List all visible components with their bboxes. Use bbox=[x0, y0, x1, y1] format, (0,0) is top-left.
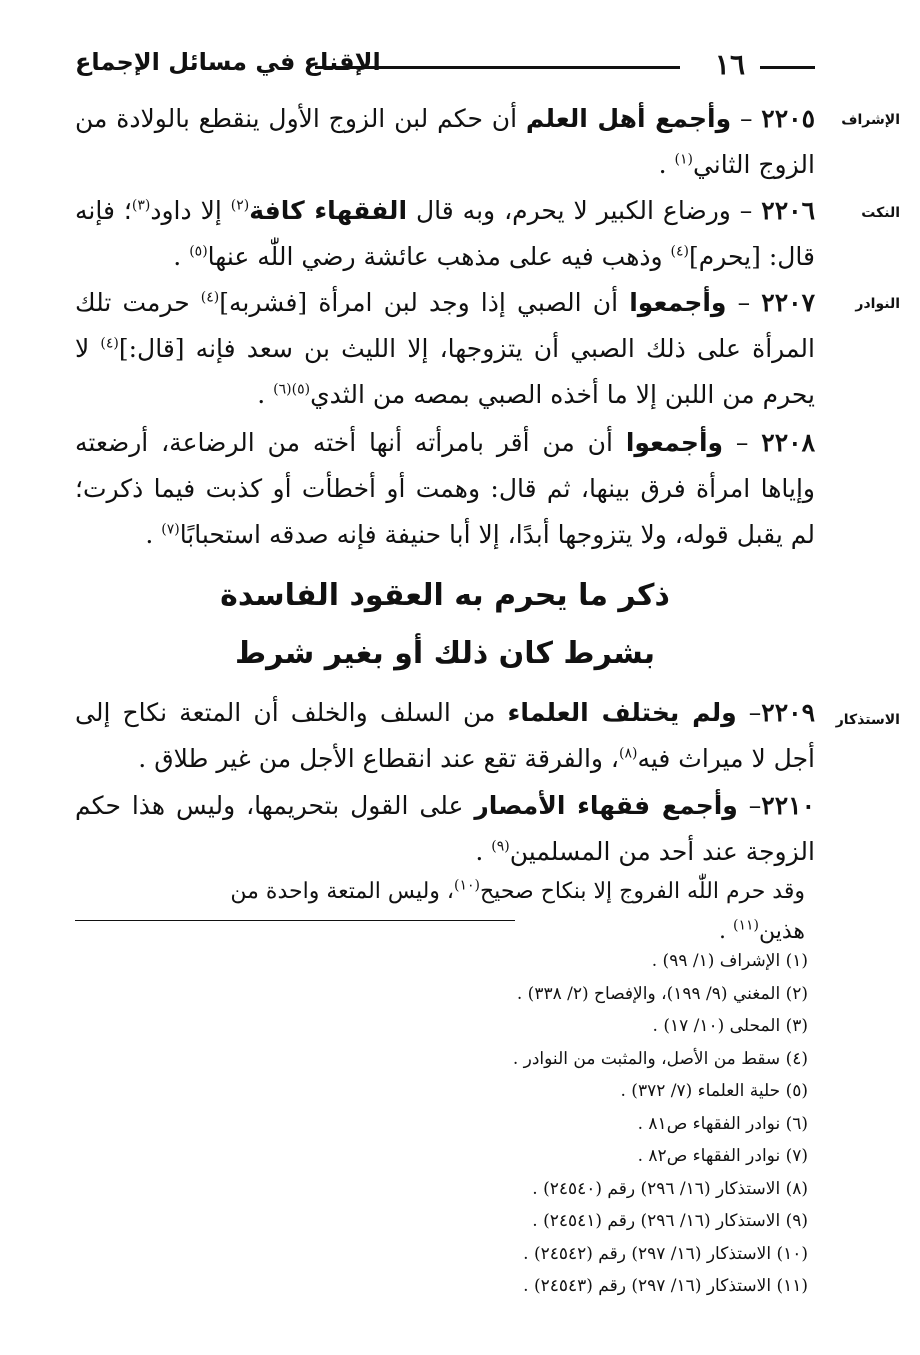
footnote-marker: (٧) bbox=[161, 521, 180, 538]
footnote-item: (٢) المغني (٩/ ١٩٩)، والإفصاح (٢/ ٣٣٨) . bbox=[516, 983, 808, 1004]
footnote-item: (٤) سقط من الأصل، والمثبت من النوادر . bbox=[512, 1048, 808, 1069]
footnote-marker: (٨) bbox=[618, 745, 638, 762]
paragraph-2205 bbox=[75, 96, 815, 188]
header-rule-right bbox=[760, 66, 815, 69]
footnote-marker: (٤) bbox=[670, 243, 690, 260]
footnote-marker: (١) bbox=[674, 151, 693, 168]
quote-text: وقد حرم اللّٰه الفروج إلا بنكاح صحيح bbox=[479, 879, 805, 904]
footnote-item: (١) الإشراف (١/ ٩٩) . bbox=[651, 951, 808, 971]
paragraph-text: أن الصبي إذا وجد لبن امرأة [فشربه] bbox=[219, 288, 630, 317]
paragraph-text: لا يحرم من اللبن إلا ما أخذه الصبي بمصه من الثدي bbox=[75, 334, 815, 409]
bold-phrase: الفقهاء كافة bbox=[249, 196, 408, 225]
paragraph-end: . bbox=[145, 520, 162, 549]
paragraph-2210 bbox=[75, 783, 815, 875]
issue-number: ٢٢٠٧ bbox=[761, 288, 815, 317]
bold-phrase: وأجمعوا bbox=[629, 288, 727, 317]
separator: – bbox=[737, 791, 762, 820]
separator: – bbox=[723, 428, 762, 457]
margin-source-nukat: النكت bbox=[861, 205, 900, 221]
running-header bbox=[75, 48, 815, 88]
paragraph-end: . bbox=[658, 150, 675, 179]
paragraph-text: حرمت تلك المرأة على ذلك الصبي أن يتزوجها، إلا الليث بن سعد فإنه [قال:] bbox=[75, 288, 815, 363]
paragraph-text: إلا داود bbox=[150, 196, 231, 225]
paragraph-end: . bbox=[257, 380, 274, 409]
paragraph-text: أن من أقر بامرأته أنها أخته من الرضاعة، أرضعته وإياها امرأة فرق بينها، ثم قال: وهمت أو أخطأت أو كذبت فيما ذكرت؛ لم يقبل قوله، ولا يتزوجها أبدًا، إلا أبا حنيفة فإنه صدقه استحبابًا bbox=[75, 428, 815, 549]
footnote-marker: (٤) bbox=[200, 289, 220, 306]
paragraph-text: – ورضاع الكبير لا يحرم، وبه قال bbox=[407, 196, 762, 225]
margin-source-nawadir: النوادر bbox=[855, 296, 900, 312]
paragraph-2207 bbox=[75, 280, 815, 418]
footnote-item: (٥) حلية العلماء (٧/ ٣٧٢) . bbox=[620, 1081, 808, 1101]
footnote-item: (٨) الاستذكار (١٦/ ٢٩٦) رقم (٢٤٥٤٠) . bbox=[532, 1178, 808, 1199]
footnote-separator-rule bbox=[75, 920, 515, 921]
paragraph-2206 bbox=[75, 188, 815, 280]
footnote-marker: (١١) bbox=[732, 917, 759, 934]
footnote-item: (٩) الاستذكار (١٦/ ٢٩٦) رقم (٢٤٥٤١) . bbox=[532, 1211, 808, 1231]
footnote-marker: (٩) bbox=[491, 838, 510, 855]
bold-phrase: ولم يختلف العلماء bbox=[507, 698, 737, 727]
issue-number: ٢٢٠٦ bbox=[761, 196, 815, 225]
paragraph-2208 bbox=[75, 420, 815, 558]
quote-end: . bbox=[718, 919, 733, 944]
bold-phrase: وأجمعوا bbox=[625, 428, 724, 457]
footnote-marker: (١٠) bbox=[454, 877, 480, 894]
section-heading-line-2: بشرط كان ذلك أو بغير شرط bbox=[234, 636, 656, 671]
margin-source-istidhkar: الاستذكار bbox=[835, 712, 900, 728]
quote-text: ، وليس المتعة واحدة من هذين bbox=[230, 879, 805, 944]
footnote-item: (٦) نوادر الفقهاء ص٨١ . bbox=[637, 1113, 808, 1134]
paragraph-end: . bbox=[138, 744, 155, 773]
section-heading-line-1: ذكر ما يحرم به العقود الفاسدة bbox=[220, 578, 670, 613]
bold-phrase: وأجمع فقهاء الأمصار bbox=[474, 791, 738, 820]
separator: – bbox=[731, 104, 762, 133]
paragraph-end: . bbox=[173, 242, 190, 271]
footnote-marker: (٢) bbox=[230, 197, 250, 214]
issue-number: ٢٢٠٨ bbox=[761, 428, 815, 457]
paragraph-2209 bbox=[75, 690, 815, 782]
footnote-item: (٣) المحلى (١٠/ ١٧) . bbox=[652, 1016, 808, 1036]
paragraph-text: أن حكم لبن الزوج الأول ينقطع بالولادة من الزوج الثاني bbox=[75, 104, 815, 179]
paragraph-end: . bbox=[475, 837, 492, 866]
footnote-item: (١٠) الاستذكار (١٦/ ٢٩٧) رقم (٢٤٥٤٢) . bbox=[523, 1243, 808, 1264]
footnote-marker: (٣) bbox=[131, 197, 151, 214]
margin-source-ishraf: الإشراف bbox=[841, 112, 900, 128]
paragraph-text: على القول بتحريمها، وليس هذا حكم الزوجة عند أحد من المسلمين bbox=[75, 791, 815, 866]
book-title: الإقناع في مسائل الإجماع bbox=[75, 48, 381, 76]
paragraph-text: ؛ فإنه قال: [يحرم] bbox=[75, 196, 815, 271]
separator: – bbox=[726, 288, 762, 317]
issue-number: ٢٢٠٥ bbox=[761, 104, 815, 133]
bold-phrase: وأجمع أهل العلم bbox=[525, 104, 732, 133]
paragraph-text: وذهب فيه على مذهب عائشة رضي اللّٰه عنها bbox=[207, 242, 671, 271]
separator: – bbox=[736, 698, 762, 727]
footnote-item: (١١) الاستذكار (١٦/ ٢٩٧) رقم (٢٤٥٤٣) . bbox=[523, 1276, 808, 1296]
paragraph-text: ، والفرقة تقع عند انقطاع الأجل من غير طلاق bbox=[154, 744, 619, 773]
closing-sentence bbox=[185, 872, 805, 952]
page-number: ١٦ bbox=[714, 48, 745, 81]
issue-number: ٢٢٠٩ bbox=[761, 698, 816, 727]
issue-number: ٢٢١٠ bbox=[761, 791, 816, 820]
footnote-marker: (٤) bbox=[100, 335, 119, 352]
paragraph-text: من السلف والخلف أن المتعة نكاح إلى أجل لا ميراث فيه bbox=[75, 698, 815, 773]
footnote-marker: (٥) bbox=[189, 243, 208, 260]
footnotes-list bbox=[188, 945, 808, 1303]
footnote-marker: (٥)(٦) bbox=[273, 381, 311, 398]
footnote-item: (٧) نوادر الفقهاء ص٨٢ . bbox=[637, 1146, 808, 1166]
